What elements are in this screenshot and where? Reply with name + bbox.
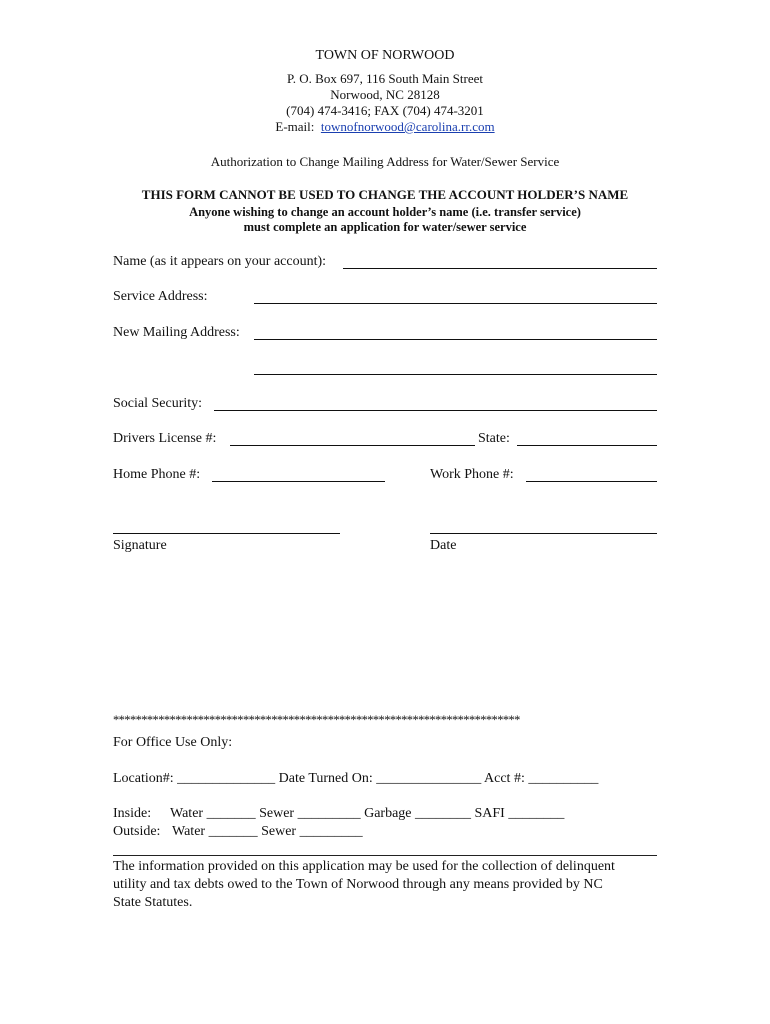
inside-water-blank[interactable]: _______	[206, 806, 256, 821]
outside-sewer-blank[interactable]: _________	[299, 824, 363, 839]
work-phone-field[interactable]	[526, 481, 657, 482]
home-phone-field[interactable]	[212, 481, 385, 482]
outside-sewer-label: Sewer	[261, 824, 297, 839]
inside-sewer-label: Sewer	[259, 806, 295, 821]
outside-water-blank[interactable]: _______	[208, 824, 258, 839]
address-line-1: P. O. Box 697, 116 South Main Street	[287, 71, 483, 86]
safi-blank[interactable]: ________	[508, 806, 565, 821]
signature-label: Signature	[113, 538, 167, 553]
footer-line-3: State Statutes.	[113, 895, 193, 910]
form-title: Authorization to Change Mailing Address for Water/Sewer Service	[210, 154, 560, 169]
acct-label: Acct #:	[484, 771, 525, 786]
email-line	[0, 119, 770, 135]
email-label: E-mail:	[275, 119, 315, 134]
new-mailing-address-label: New Mailing Address:	[113, 325, 240, 340]
office-row-outside	[172, 824, 363, 840]
warning-line-3: must complete an application for water/sewer service	[243, 220, 527, 234]
work-phone-label: Work Phone #:	[430, 467, 514, 482]
email-link[interactable]: townofnorwood@carolina.rr.com	[320, 119, 495, 134]
service-address-field[interactable]	[254, 303, 657, 304]
new-mailing-address-field-2[interactable]	[254, 374, 657, 375]
office-use-heading: For Office Use Only:	[113, 735, 233, 750]
new-mailing-address-field[interactable]	[254, 339, 657, 340]
location-blank[interactable]: ______________	[177, 771, 276, 786]
social-security-field[interactable]	[214, 410, 657, 411]
date-turned-on-label: Date Turned On:	[278, 771, 373, 786]
address-line-2: Norwood, NC 28128	[330, 87, 440, 102]
office-row-inside	[170, 806, 564, 822]
inside-sewer-blank[interactable]: _________	[297, 806, 361, 821]
footer-line-1: The information provided on this application may be used for the collection of delinquent	[113, 859, 615, 874]
inside-water-label: Water	[170, 806, 204, 821]
office-separator: ************************************************************************	[113, 713, 520, 727]
date-turned-on-blank[interactable]: _______________	[376, 771, 482, 786]
warning-line-2: Anyone wishing to change an account holder’s name (i.e. transfer service)	[189, 205, 581, 219]
drivers-license-field[interactable]	[230, 445, 475, 446]
location-label: Location#:	[113, 771, 174, 786]
footer-divider	[113, 855, 657, 856]
town-name: TOWN OF NORWOOD	[315, 48, 455, 63]
garbage-blank[interactable]: ________	[415, 806, 471, 821]
name-label: Name (as it appears on your account):	[113, 254, 327, 269]
footer-line-2: utility and tax debts owed to the Town of Norwood through any means provided by NC	[113, 877, 603, 892]
office-row-1	[113, 771, 598, 787]
home-phone-label: Home Phone #:	[113, 467, 201, 482]
outside-water-label: Water	[172, 824, 206, 839]
service-address-label: Service Address:	[113, 289, 208, 304]
social-security-label: Social Security:	[113, 396, 203, 411]
inside-label: Inside:	[113, 806, 152, 821]
state-field[interactable]	[517, 445, 657, 446]
safi-label: SAFI	[474, 806, 505, 821]
warning-heading: THIS FORM CANNOT BE USED TO CHANGE THE ACCOUNT HOLDER’S NAME	[141, 187, 629, 202]
drivers-license-label: Drivers License #:	[113, 431, 217, 446]
acct-blank[interactable]: __________	[528, 771, 599, 786]
signature-field[interactable]	[113, 533, 340, 534]
date-field[interactable]	[430, 533, 657, 534]
date-label: Date	[430, 538, 457, 553]
phone-fax: (704) 474-3416; FAX (704) 474-3201	[286, 103, 484, 118]
outside-label: Outside:	[113, 824, 161, 839]
state-label: State:	[478, 431, 510, 446]
garbage-label: Garbage	[364, 806, 412, 821]
name-field[interactable]	[343, 268, 657, 269]
